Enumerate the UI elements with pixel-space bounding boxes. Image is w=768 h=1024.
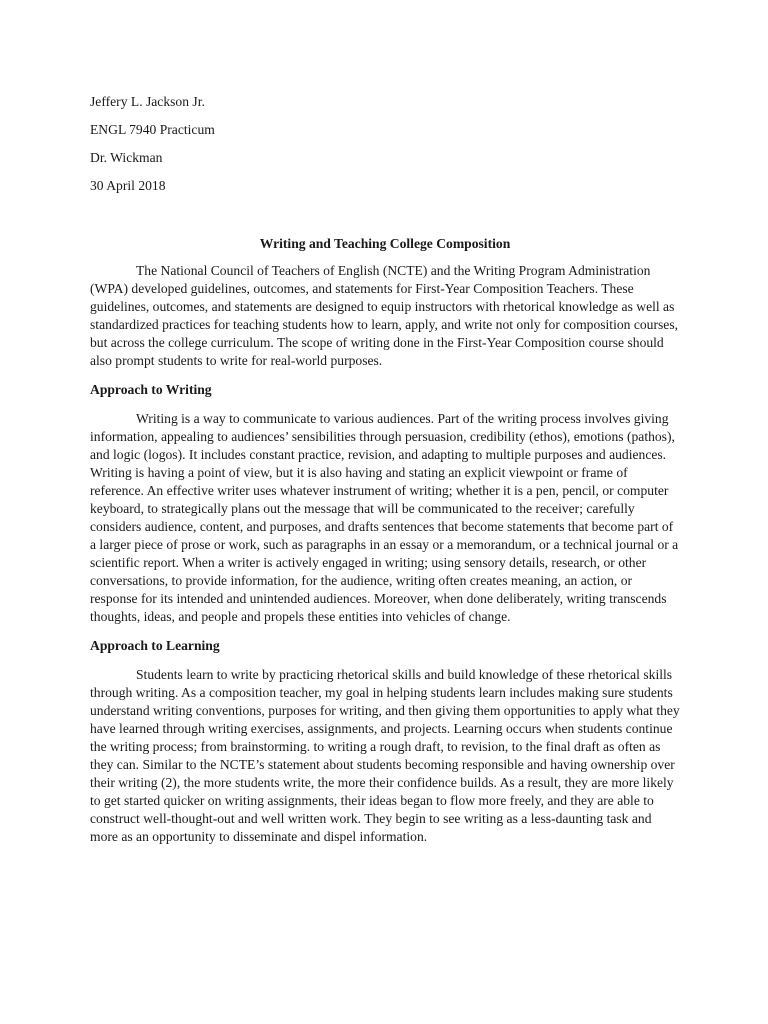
document-title: Writing and Teaching College Composition — [259, 236, 511, 251]
section-heading-writing: Approach to Writing — [90, 382, 212, 397]
section-paragraph-learning: Students learn to write by practicing rhetorical skills and build knowledge of these rhetorical skills through writing. As a composition teacher, my goal in helping students learn includes making sure students understand writing conventions, purposes for writing, and then giving them opportunities to apply what they have learned through writing exercises, assignments, and projects. Learning occurs when students continue the writing process; from brainstorming. to writing a rough draft, to revision, to the final draft as often as they can. Similar to the NCTE’s statement about students becoming responsible and having ownership over their writing (2), the more students write, the more their confidence builds. As a result, they are more likely to get started quicker on writing assignments, their ideas began to flow more freely, and they are able to construct well-thought-out and well written work. They begin to see writing as a less-daunting task and more as an opportunity to disseminate and dispel information. — [90, 667, 680, 844]
section-heading-learning: Approach to Learning — [90, 638, 220, 653]
instructor-name: Dr. Wickman — [90, 150, 163, 165]
author-name: Jeffery L. Jackson Jr. — [90, 94, 205, 109]
section-paragraph-writing: Writing is a way to communicate to various audiences. Part of the writing process involves giving information, appealing to audiences’ sensibilities through persuasion, credibility (ethos), emotions (pathos), and logic (logos). It includes constant practice, revision, and adapting to multiple purposes and audiences. Writing is having a point of view, but it is also having and stating an explicit viewpoint or frame of reference. An effective writer uses whatever instrument of writing; whether it is a pen, pencil, or computer keyboard, to strategically plans out the message that will be communicated to the receiver; carefully considers audience, content, and purposes, and drafts sentences that become statements that become part of a larger piece of prose or work, such as paragraphs in an essay or a memorandum, or a technical journal or a scientific report. When a writer is actively engaged in writing; using sensory details, research, or other conversations, to provide information, for the audience, writing often creates meaning, an action, or response for its intended and unintended audiences. Moreover, when done deliberately, writing transcends thoughts, ideas, and people and propels these entities into vehicles of change. — [90, 411, 679, 624]
document-date: 30 April 2018 — [90, 178, 166, 193]
heading-block — [90, 93, 690, 205]
intro-paragraph: The National Council of Teachers of English (NCTE) and the Writing Program Administration (WPA) developed guidelines, outcomes, and statements for First-Year Composition Teachers. These guidelines, outcomes, and statements are designed to equip instructors with rhetorical knowledge as well as standardized practices for teaching students how to learn, apply, and write not only for composition courses, but across the college curriculum. The scope of writing done in the First-Year Composition course should also prompt students to write for real-world purposes. — [90, 263, 679, 368]
course-name: ENGL 7940 Practicum — [90, 122, 215, 137]
document-body — [90, 262, 680, 846]
